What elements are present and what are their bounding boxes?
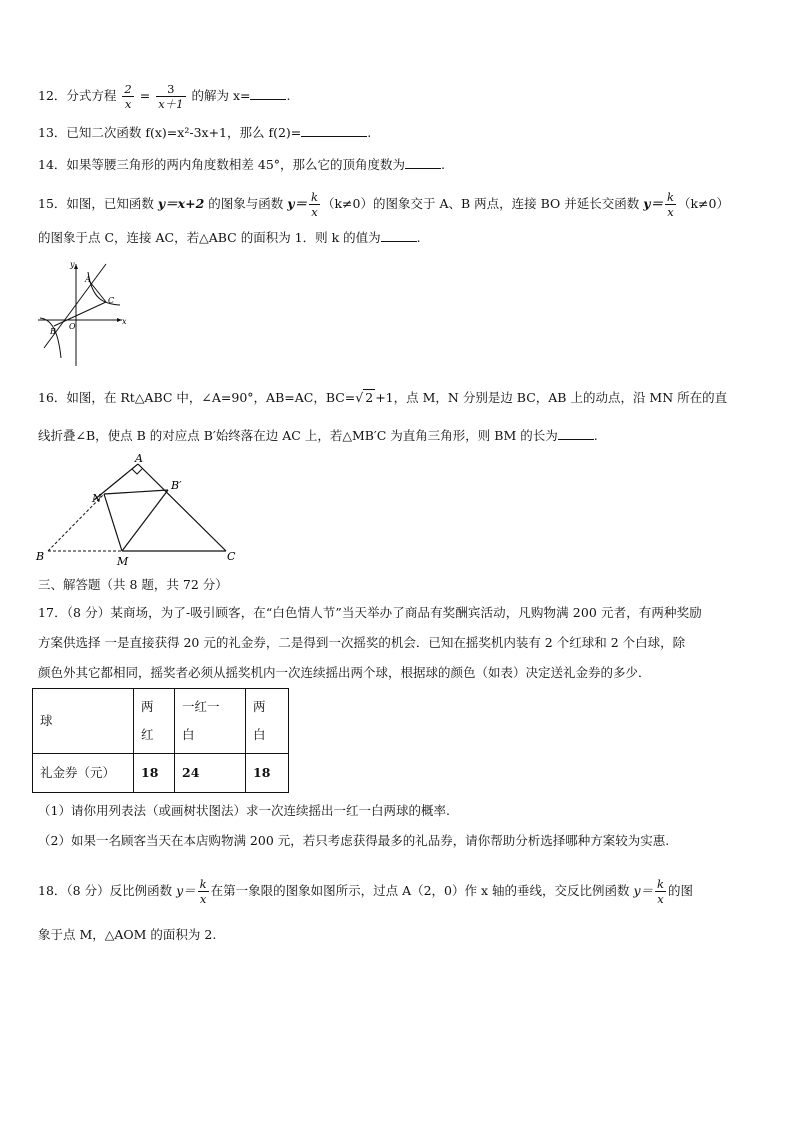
q17-sub-1: （1）请你用列表法（或画树状图法）求一次连续摇出一红一白两球的概率. bbox=[38, 803, 450, 818]
q15-label-O: O bbox=[69, 322, 76, 331]
q14-answer-blank bbox=[405, 156, 441, 169]
q16-label-B: B bbox=[36, 550, 45, 563]
q16-label-A: A bbox=[135, 452, 143, 465]
q15-label-B: B bbox=[50, 327, 56, 336]
q18-y-equals-2: y＝ bbox=[633, 883, 654, 898]
q16-side-AC bbox=[138, 464, 226, 551]
q15-segment-BC bbox=[54, 302, 106, 326]
q16-line2-text: 线折叠∠B，使点 B 的对应点 B′始终落在边 AC 上，若△MB′C 为直角三角形，则 BM 的长为 bbox=[38, 428, 558, 443]
q16-answer-blank bbox=[558, 427, 594, 440]
q17-prize-table bbox=[32, 688, 289, 793]
table-row bbox=[33, 689, 289, 754]
question-14 bbox=[38, 156, 445, 174]
q17-sub-2: （2）如果一名顾客当天在本店购物满 200 元，若只考虑获得最多的礼品券，请你帮助分析选择哪种方案较为实惠. bbox=[38, 833, 670, 848]
table-cell-value: 18 bbox=[246, 754, 289, 793]
q17-line-1: 17．（8 分）某商场，为了-吸引顾客，在“白色情人节”当天举办了商品有奖酬宾活动，凡购物满 200 元者，有两种奖励 bbox=[38, 605, 702, 620]
q15-label-C: C bbox=[108, 296, 115, 305]
q12-end: . bbox=[286, 88, 291, 103]
q15-line-function: y＝x+2 bbox=[157, 196, 205, 211]
table-cell-two-red: 两 红 bbox=[134, 689, 175, 754]
q15-text-e: （k≠0）的图象交于 A、B 两点，连接 BO 并延长交函数 bbox=[321, 196, 644, 211]
q18-text-a: 18．（8 分）反比例函数 bbox=[38, 883, 177, 898]
q12-answer-blank bbox=[250, 87, 286, 100]
question-12 bbox=[38, 82, 290, 111]
q13-end: . bbox=[367, 125, 372, 140]
q15-figure bbox=[36, 258, 146, 370]
q15-y-equals-2: y＝ bbox=[643, 196, 663, 211]
q15-fraction-2: $\frac{k}{x}$ bbox=[666, 190, 674, 219]
q13-text: 13．已知二次函数 f(x)=x²-3x+1，那么 f(2)= bbox=[38, 125, 302, 140]
section-3-heading: 三、解答题（共 8 题，共 72 分） bbox=[38, 577, 228, 592]
q15-segment-AC bbox=[90, 282, 106, 302]
q18-y-equals: y＝ bbox=[176, 883, 196, 898]
q18-fraction-1: $\frac{k}{x}$ bbox=[199, 877, 207, 906]
question-15-line-2 bbox=[38, 229, 421, 247]
q17-line-2: 方案供选择 一是直接获得 20 元的礼金券，二是得到一次摇奖的机会．已知在摇奖机内装有 2 个红球和 2 个白球，除 bbox=[38, 635, 686, 650]
q16-segment-NM bbox=[104, 494, 122, 551]
table-cell-two-white: 两 白 bbox=[246, 689, 289, 754]
question-13 bbox=[38, 124, 371, 142]
q12-equals: = bbox=[139, 88, 151, 103]
q13-answer-blank bbox=[301, 124, 367, 137]
q16-sqrt: √ 2 bbox=[355, 390, 374, 405]
q14-end: . bbox=[441, 157, 446, 172]
q18-text-b: 在第一象限的图象如图所示，过点 A（2，0）作 x 轴的垂线，交反比例函数 bbox=[210, 883, 634, 898]
q15-line2-text: 的图象于点 C，连接 AC，若△ABC 的面积为 1．则 k 的值为 bbox=[38, 230, 381, 245]
q12-fraction-2: $\frac{3}{x+1}$ bbox=[158, 82, 184, 111]
question-16-line-1 bbox=[38, 389, 727, 407]
q15-text-g: （k≠0） bbox=[677, 196, 729, 211]
q16-label-B1: B′ bbox=[171, 479, 182, 492]
q16-text-b: +1，点 M，N 分别是边 BC，AB 上的动点，沿 MN 所在的直 bbox=[375, 390, 728, 405]
q18-line-1 bbox=[38, 877, 693, 906]
q12-number: 12． bbox=[38, 88, 67, 103]
q15-label-A: A bbox=[85, 275, 91, 284]
q14-text: 14．如果等腰三角形的两内角度数相差 45°，那么它的顶角度数为 bbox=[38, 157, 406, 172]
q17-line-3: 颜色外其它都相同，摇奖者必须从摇奖机内一次连续摇出两个球，根据球的颜色（如表）决定送礼金券的多少． bbox=[38, 665, 651, 680]
q15-answer-blank bbox=[381, 229, 417, 242]
q15-end: . bbox=[416, 230, 421, 245]
table-cell-value: 18 bbox=[134, 754, 175, 793]
q15-y-arrow bbox=[74, 264, 78, 269]
q15-text-a: 15．如图，已知函数 bbox=[38, 196, 158, 211]
question-15-line-1 bbox=[38, 190, 729, 219]
q15-label-x: x bbox=[122, 317, 127, 326]
q12-fraction-1: $\frac{2}{x}$ bbox=[124, 82, 132, 111]
q16-label-N: N bbox=[92, 492, 102, 505]
q16-segment-MB1 bbox=[122, 490, 168, 551]
q16-label-M: M bbox=[117, 555, 129, 568]
q15-y-equals: y＝ bbox=[287, 196, 307, 211]
q16-text-a: 16．如图，在 Rt△ABC 中，∠A=90°，AB=AC，BC= bbox=[38, 390, 356, 405]
q15-text-c: 的图象与函数 bbox=[204, 196, 288, 211]
q12-prefix: 分式方程 bbox=[66, 88, 117, 103]
q15-fraction-1: $\frac{k}{x}$ bbox=[311, 190, 318, 219]
q16-right-angle-mark bbox=[132, 469, 142, 474]
table-cell-value: 24 bbox=[175, 754, 246, 793]
table-cell-header: 球 bbox=[33, 689, 134, 754]
q16-segment-NB1 bbox=[104, 490, 168, 494]
table-cell-label: 礼金券（元） bbox=[33, 754, 134, 793]
q18-fraction-2: $\frac{k}{x}$ bbox=[657, 877, 665, 906]
q16-label-C: C bbox=[227, 550, 236, 563]
q16-end: . bbox=[593, 428, 598, 443]
q18-text-c: 的图 bbox=[668, 883, 694, 898]
table-row bbox=[33, 754, 289, 793]
q15-label-y: y bbox=[70, 260, 75, 269]
q12-suffix: 的解为 x= bbox=[191, 88, 251, 103]
q16-figure bbox=[34, 450, 244, 570]
question-16-line-2 bbox=[38, 427, 598, 445]
table-cell-one-red-one-white: 一红一 白 bbox=[175, 689, 246, 754]
q18-line-2: 象于点 M，△AOM 的面积为 2. bbox=[38, 927, 217, 942]
